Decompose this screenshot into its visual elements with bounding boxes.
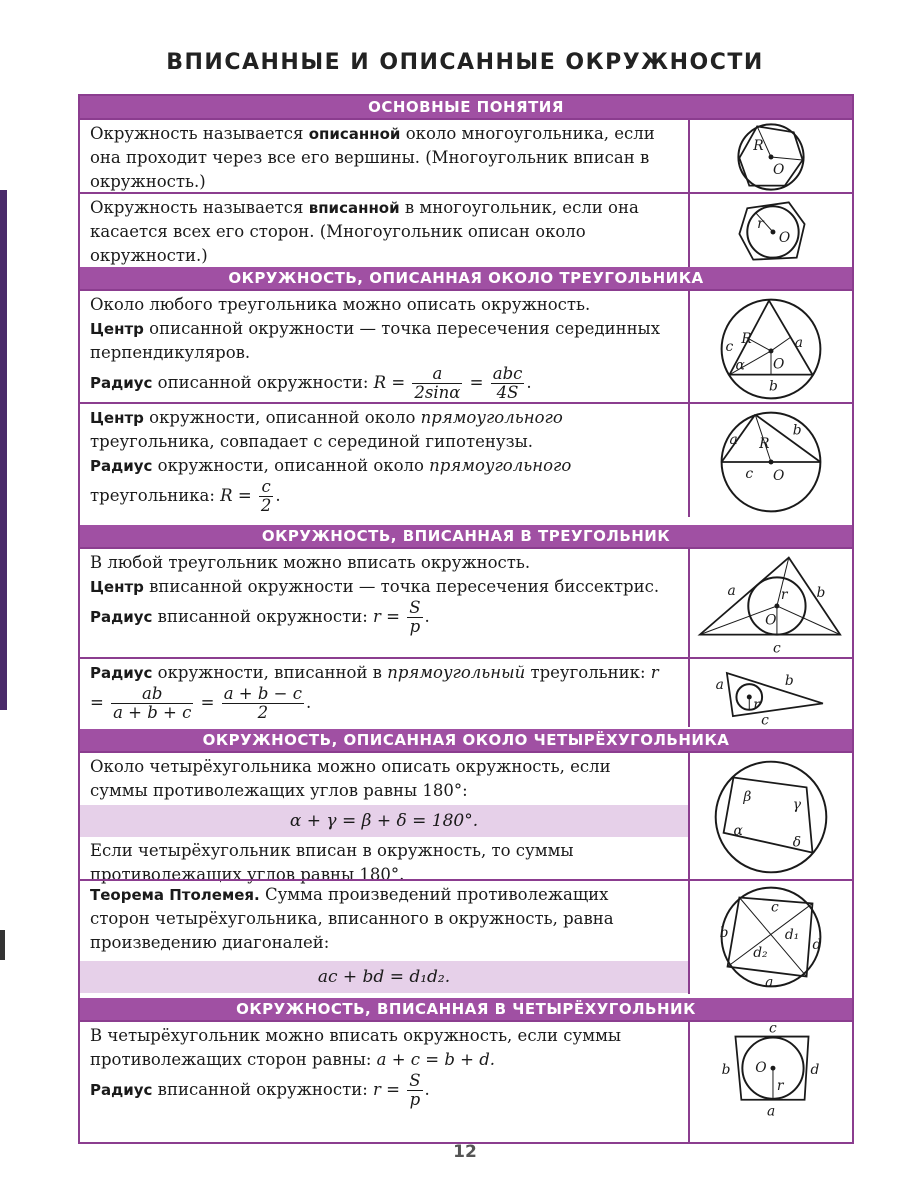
label-delta: δ <box>792 834 802 851</box>
label-r: r <box>776 1077 784 1094</box>
figure-tangential-quadrilateral <box>688 1022 852 1144</box>
label-O: O <box>755 1060 767 1077</box>
label-R: R <box>741 331 752 348</box>
incircle-triangle-diagram <box>690 549 852 659</box>
row-text: Центр окружности, описанной около прямоугольного треугольника, совпадает с серединой гипотенузы. Радиус окружности, описанной около прямоугольного треугольника: R = $\frac{c}{2}$ . <box>90 408 572 515</box>
formula-band-angles: α + γ = β + δ = 180°. <box>80 805 688 837</box>
row-text: Радиус окружности, вписанной в прямоугольный треугольник: r = $\frac{ab}{a + b + c}$ = $\frac{a + b - c}{2}$ . <box>90 663 659 722</box>
reference-table <box>78 94 854 1144</box>
left-edge-mark <box>0 930 5 960</box>
label-c: c <box>725 338 734 355</box>
formula-fraction: $\frac{\text{abc}}{4S}$ <box>492 364 523 402</box>
cyclic-quadrilateral-diagram <box>690 753 852 881</box>
section-header-circ-triangle: ОКРУЖНОСТЬ, ОПИСАННАЯ ОКОЛО ТРЕУГОЛЬНИКА <box>80 267 852 289</box>
section-header-insc-quad: ОКРУЖНОСТЬ, ВПИСАННАЯ В ЧЕТЫРЁХУГОЛЬНИК <box>80 998 852 1020</box>
label-a: a <box>765 974 774 991</box>
row-circumcircle-triangle <box>80 289 852 404</box>
figure-right-triangle-circumcircle <box>688 404 852 517</box>
row-text: Теорема Птолемея. Сумма произведений противолежащих сторон четырёхугольника, вписанного в окружность, равна произведению диагоналей: <box>90 885 614 952</box>
label-r: r <box>757 216 764 233</box>
label-a: a <box>715 677 724 694</box>
label-R: R <box>753 138 764 155</box>
formula-fraction: $\frac{a}{2\sin\alpha}$ <box>414 364 461 402</box>
figure-inscribed-polygon <box>688 194 852 268</box>
section-header-insc-triangle: ОКРУЖНОСТЬ, ВПИСАННАЯ В ТРЕУГОЛЬНИК <box>80 525 852 547</box>
row-inscribed-definition <box>80 192 852 268</box>
row-circumscribed-definition <box>80 118 852 194</box>
label-O: O <box>778 229 791 246</box>
label-b: b <box>719 925 729 942</box>
figure-circumscribed-polygon <box>688 120 852 194</box>
label-c: c <box>761 712 769 727</box>
figure-incircle-triangle <box>688 549 852 659</box>
label-R: R <box>759 436 770 453</box>
label-b: b <box>721 1062 731 1079</box>
label-beta: β <box>743 789 752 806</box>
label-a: a <box>727 583 736 600</box>
label-d2: d₂ <box>753 944 768 961</box>
row-ptolemy-theorem <box>80 879 852 994</box>
row-incircle-right-triangle <box>80 657 852 727</box>
page-title: ВПИСАННЫЕ И ОПИСАННЫЕ ОКРУЖНОСТИ <box>166 50 764 75</box>
inscribed-polygon-diagram <box>690 194 852 268</box>
label-a: a <box>729 432 738 449</box>
row-text: Окружность называется описанной около многоугольника, если она проходит через все его вершины. (Многоугольник вписан в окружность.) <box>90 124 655 191</box>
row-text: Окружность называется вписанной в многоугольник, если она касается всех его сторон. (Многоугольник описан около окружности.) <box>90 198 639 265</box>
label-O: O <box>772 161 785 178</box>
figure-circumcircle-triangle <box>688 291 852 404</box>
label-c: c <box>771 899 779 916</box>
label-O: O <box>765 612 777 629</box>
label-b: b <box>784 673 794 690</box>
label-alpha: α <box>735 357 745 374</box>
row-text: Около четырёхугольника можно описать окружность, если суммы противолежащих углов равны 180°: <box>90 757 611 800</box>
label-r: r <box>780 587 788 604</box>
label-c: c <box>745 465 754 482</box>
section-header-circ-quad: ОКРУЖНОСТЬ, ОПИСАННАЯ ОКОЛО ЧЕТЫРЁХУГОЛЬНИКА <box>80 729 852 751</box>
figure-right-triangle-incircle <box>688 659 852 727</box>
label-d1: d₁ <box>784 926 800 943</box>
row-incircle-triangle <box>80 547 852 659</box>
label-d: d <box>812 936 822 953</box>
formula-fraction: $\frac{c}{2}$ <box>260 477 272 515</box>
label-b: b <box>769 378 778 395</box>
page-number: 12 <box>453 1142 477 1162</box>
row-text: Около любого треугольника можно описать окружность. Центр описанной окружности — точка пересечения серединных перпендикуляров. Радиус описанной окружности: R = $\frac{a}{2\sin\alpha}$ = $\frac{\text{abc}}{4S}$ . <box>90 295 660 402</box>
right-triangle-incircle-diagram <box>690 659 852 727</box>
label-a: a <box>794 335 803 352</box>
label-O: O <box>772 467 785 484</box>
label-gamma: γ <box>792 797 801 814</box>
row-text-2: Если четырёхугольник вписан в окружность, то суммы противолежащих углов равны 180°. <box>90 841 574 884</box>
row-cyclic-quadrilateral <box>80 751 852 884</box>
left-edge-bar <box>0 190 7 710</box>
figure-ptolemy <box>688 881 852 994</box>
label-O: O <box>772 356 785 373</box>
circumscribed-polygon-diagram <box>690 120 852 194</box>
formula-band-ptolemy: ac + bd = d₁d₂. <box>80 961 688 993</box>
label-r: r <box>753 696 760 713</box>
row-circumcircle-right-triangle <box>80 402 852 517</box>
row-text: В четырёхугольник можно вписать окружность, если суммы противолежащих сторон равны: a + c = b + d. Радиус вписанной окружности: r = $\frac{S}{p}$ . <box>90 1026 622 1109</box>
figure-cyclic-quadrilateral <box>688 753 852 881</box>
row-tangential-quadrilateral <box>80 1020 852 1144</box>
circumcircle-triangle-diagram <box>690 291 852 404</box>
formula-fraction: $\frac{S}{p}$ <box>409 1071 421 1109</box>
formula-fraction: $\frac{a + b - c}{2}$ <box>223 684 302 722</box>
section-header-basics: ОСНОВНЫЕ ПОНЯТИЯ <box>80 96 852 118</box>
label-alpha: α <box>733 822 743 839</box>
row-text: В любой треугольник можно вписать окружность. Центр вписанной окружности — точка пересечения биссектрис. Радиус вписанной окружности: r = $\frac{S}{p}$ . <box>90 553 660 636</box>
tangential-quadrilateral-diagram <box>690 1022 852 1144</box>
ptolemy-diagram <box>690 881 852 994</box>
label-b: b <box>816 585 826 602</box>
label-b: b <box>792 422 802 439</box>
label-d: d <box>810 1062 820 1079</box>
label-c: c <box>772 640 781 657</box>
right-triangle-circumcircle-diagram <box>690 404 852 517</box>
label-a: a <box>767 1103 776 1120</box>
formula-fraction: $\frac{S}{p}$ <box>409 598 421 636</box>
label-c: c <box>769 1022 777 1037</box>
formula-fraction: $\frac{ab}{a + b + c}$ <box>113 684 192 722</box>
